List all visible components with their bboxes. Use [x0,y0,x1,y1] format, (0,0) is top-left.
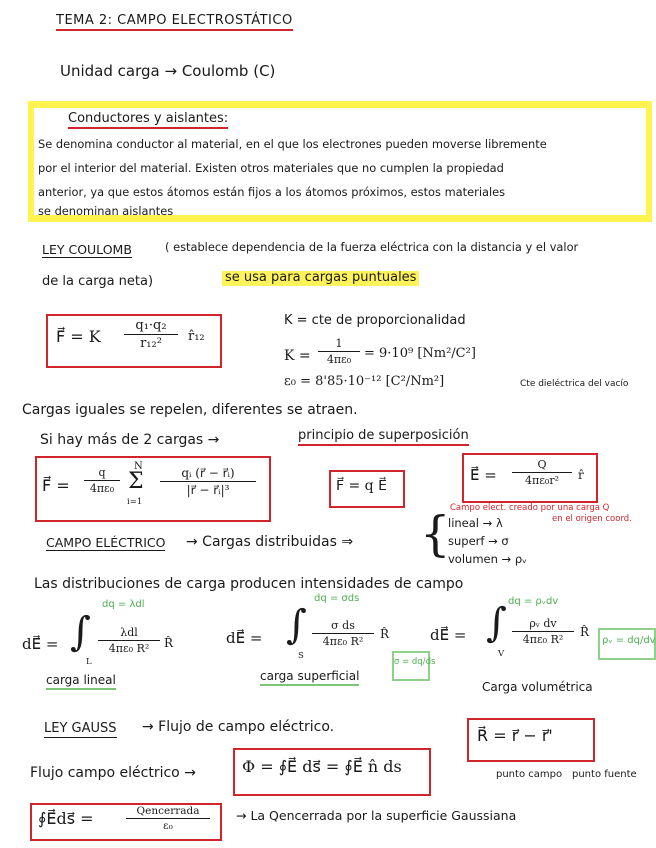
superposition-f-fraction [84,466,120,495]
volumetrica-den: 4πε₀ R² [522,633,564,646]
like-charges-line: Cargas iguales se repelen, diferentes se atraen. [22,402,358,418]
integral-lineal-sub: L [86,657,92,667]
gauss-law-lhs: ∮E⃗ds⃗ = [38,809,94,828]
label-superficial: carga superficial [260,670,359,686]
k-eq-den: 4πε₀ [326,353,352,366]
point-field-note-2: en el origen coord. [552,514,632,524]
point-field-unit: r̂ [578,468,584,482]
superposition-term-fraction [160,466,256,497]
gauss-desc: → Flujo de campo eléctrico. [142,719,335,735]
coulomb-formula-den: r₁₂² [140,336,162,351]
sigma-def: σ = dq/ds [394,657,436,667]
gauss-law-desc: → La Qencerrada por la superficie Gaussiana [236,808,517,823]
distribution-volumetrica: volumen → ρᵥ [448,552,527,566]
point-field-note-1: Campo elect. creado por una carga Q [450,503,610,513]
position-vector-eq: R⃗ = r⃗ − r⃗' [477,726,553,745]
gauss-heading: LEY GAUSS [44,721,117,736]
unit-line: Unidad carga → Coulomb (C) [60,62,276,80]
lineal-r-hat: R̂ [164,636,174,650]
coulomb-desc-1: ( establece dependencia de la fuerza eléctrica con la distancia y el valor [165,240,579,254]
conductors-line-1: Se denomina conductor al material, en el que los electrones pueden moverse libremente [38,137,547,151]
superposition-line: Si hay más de 2 cargas → [40,432,220,448]
sum-bottom: i=1 [127,497,143,507]
superposition-f-num: q [98,466,106,479]
de-superficial-lhs: dE⃗ = [226,629,263,647]
fraction-bar [318,351,360,352]
punto-campo-label: punto campo [496,769,563,780]
gauss-law-den: ε₀ [163,820,173,832]
conductors-line-2: por el interior del material. Existen otros materiales que no cumplen la propiedad [38,161,504,175]
label-volumetrica: Carga volumétrica [482,680,593,694]
lineal-fraction [98,626,160,655]
superposition-principle: principio de superposición [298,429,469,446]
force-field-eq: F⃗ = q E⃗ [336,478,387,494]
coulomb-desc-2: de la carga neta) [42,274,154,289]
gauss-law-fraction [126,805,210,832]
epsilon-eq: ε₀ = 8'85·10⁻¹² [C²/Nm²] [284,374,445,389]
point-field-den: 4πε₀r² [524,474,559,487]
superficial-fraction [312,619,374,648]
integral-volumetrica-sub: V [498,649,505,659]
lineal-num: λdl [120,626,138,639]
fraction-bar [160,481,256,482]
superposition-term-num: qᵢ (r⃗ − r⃗ᵢ) [181,466,235,480]
integral-superficial-sub: S [298,651,304,661]
integral-volumetrica: ∫ [486,600,507,646]
k-eq-lhs: K = [284,348,311,364]
dq-superficial: dq = σds [314,593,360,604]
rho-def: ρᵥ = dq/dv [602,635,656,646]
field-arrow: → Cargas distribuidas ⇒ [186,534,354,550]
superficial-r-hat: R̂ [380,627,390,641]
coulomb-formula-lhs: F⃗ = K [56,327,101,346]
flux-label: Flujo campo eléctrico → [30,765,196,781]
sum-top: N [134,461,143,472]
superposition-f-lhs: F⃗ = [42,476,70,495]
dq-lineal: dq = λdl [102,599,145,610]
page-title: TEMA 2: CAMPO ELECTROSTÁTICO [56,14,293,31]
coulomb-note: se usa para cargas puntuales [222,271,419,286]
gauss-law-num: Qencerrada [136,805,200,817]
fraction-bar [512,631,574,632]
distribution-lineal: lineal → λ [448,516,503,530]
volumetrica-num: ρᵥ dv [529,617,557,630]
sum-symbol: Σ [128,469,144,494]
superficial-den: 4πε₀ R² [322,635,364,648]
conductors-line-4: se denominan aislantes [38,204,174,218]
k-eq-num: 1 [335,337,343,350]
epsilon-note: Cte dieléctrica del vacío [520,379,629,389]
point-field-lhs: E⃗ = [470,466,497,484]
integral-lineal: ∫ [70,609,91,655]
label-lineal: carga lineal [46,674,116,690]
volumetrica-fraction [512,617,574,646]
point-field-num: Q [537,458,547,471]
de-lineal-lhs: dE⃗ = [22,635,59,653]
integral-superficial: ∫ [286,602,307,648]
fraction-bar [124,334,178,335]
field-intro: Las distribuciones de carga producen intensidades de campo [34,576,464,592]
superficial-num: σ ds [331,619,355,632]
coulomb-heading: LEY COULOMB [42,242,132,257]
coulomb-formula-fraction [124,318,178,351]
fraction-bar [312,633,374,634]
punto-fuente-label: punto fuente [572,769,637,780]
field-heading: CAMPO ELÉCTRICO [46,535,166,550]
coulomb-formula-num: q₁·q₂ [135,318,167,333]
fraction-bar [126,818,210,819]
conductors-line-3: anterior, ya que estos átomos están fijos a los átomos próximos, estos materiales [38,185,506,199]
de-volumetrica-lhs: dE⃗ = [430,626,467,644]
k-definition: K = cte de proporcionalidad [284,313,466,328]
conductors-heading: Conductores y aislantes: [68,112,228,129]
coulomb-formula-unit: r̂₁₂ [188,329,205,344]
volumetrica-r-hat: R̂ [580,625,590,639]
fraction-bar [98,640,160,641]
flux-formula: Φ = ∮E⃗ ds⃗ = ∮E⃗ n̂ ds [242,757,402,776]
superposition-f-den: 4πε₀ [89,482,115,495]
fraction-bar [84,480,120,481]
superposition-term-den: |r⃗ − r⃗ᵢ|³ [186,483,230,497]
k-eq-rhs: = 9·10⁹ [Nm²/C²] [364,346,476,361]
k-eq-fraction [318,337,360,366]
point-field-fraction [512,458,572,487]
distribution-brace: { [420,506,451,562]
distribution-superficial: superf → σ [448,534,509,548]
dq-volumetrica: dq = ρᵥdv [508,596,559,607]
fraction-bar [512,472,572,473]
lineal-den: 4πε₀ R² [108,642,150,655]
